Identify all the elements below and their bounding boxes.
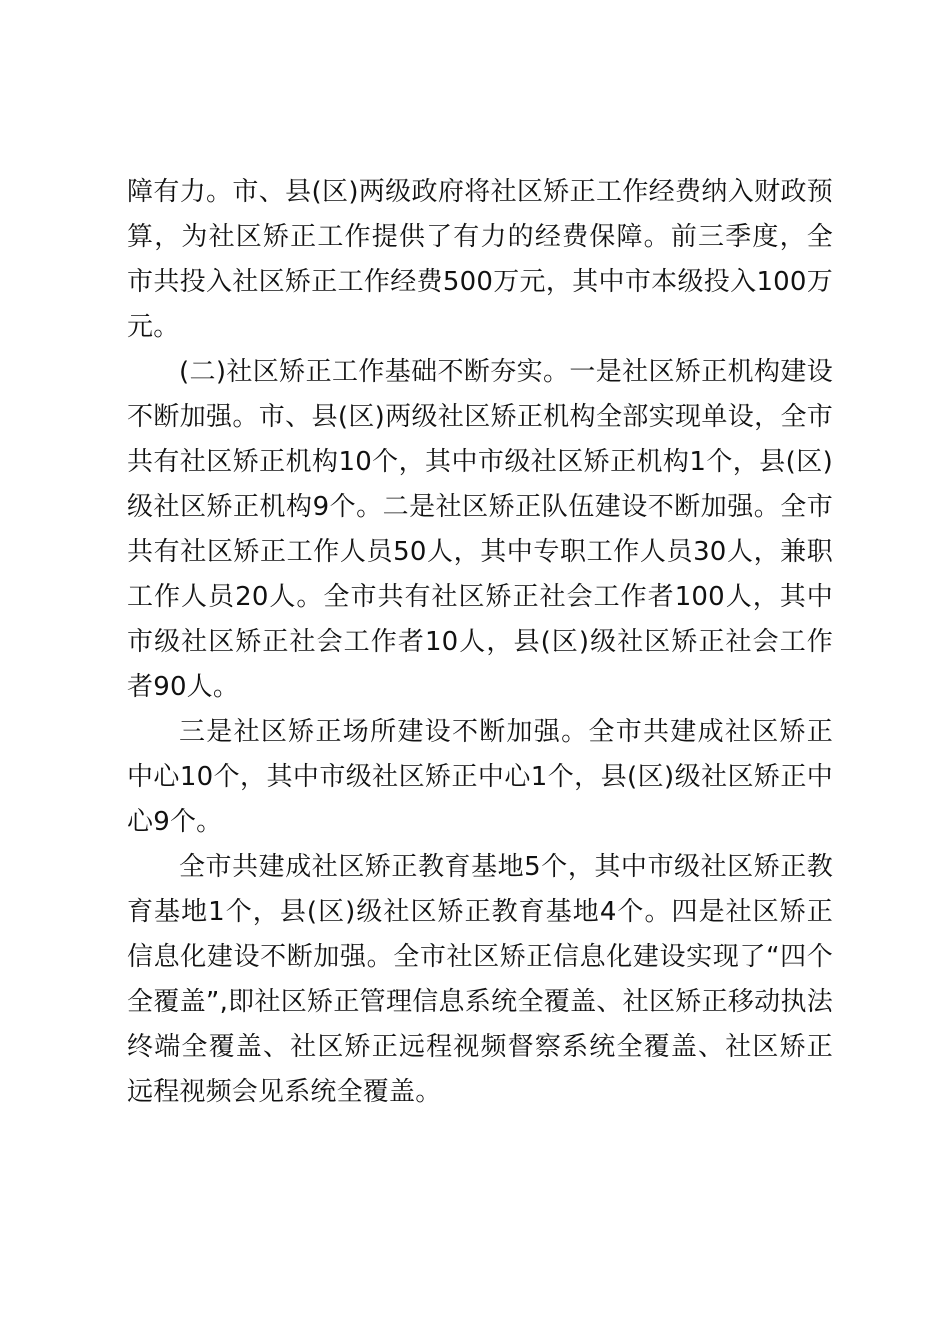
body-text <box>127 170 833 1115</box>
paragraph-2: (二)社区矫正工作基础不断夯实。一是社区矫正机构建设不断加强。市、县(区)两级社区矫正机构全部实现单设，全市共有社区矫正机构10个，其中市级社区矫正机构1个，县(区)级社区矫正机构9个。二是社区矫正队伍建设不断加强。全市共有社区矫正工作人员50人，其中专职工作人员30人，兼职工作人员20人。全市共有社区矫正社会工作者100人，其中市级社区矫正社会工作者10人，县(区)级社区矫正社会工作者90人。 <box>127 357 833 702</box>
paragraph-3: 三是社区矫正场所建设不断加强。全市共建成社区矫正中心10个，其中市级社区矫正中心1个，县(区)级社区矫正中心9个。 <box>127 717 833 837</box>
paragraph-4: 全市共建成社区矫正教育基地5个，其中市级社区矫正教育基地1个，县(区)级社区矫正教育基地4个。四是社区矫正信息化建设不断加强。全市社区矫正信息化建设实现了“四个全覆盖”,即社区矫正管理信息系统全覆盖、社区矫正移动执法终端全覆盖、社区矫正远程视频督察系统全覆盖、社区矫正远程视频会见系统全覆盖。 <box>127 852 833 1107</box>
paragraph-1: 障有力。市、县(区)两级政府将社区矫正工作经费纳入财政预算，为社区矫正工作提供了有力的经费保障。前三季度，全市共投入社区矫正工作经费500万元，其中市本级投入100万元。 <box>127 177 833 342</box>
